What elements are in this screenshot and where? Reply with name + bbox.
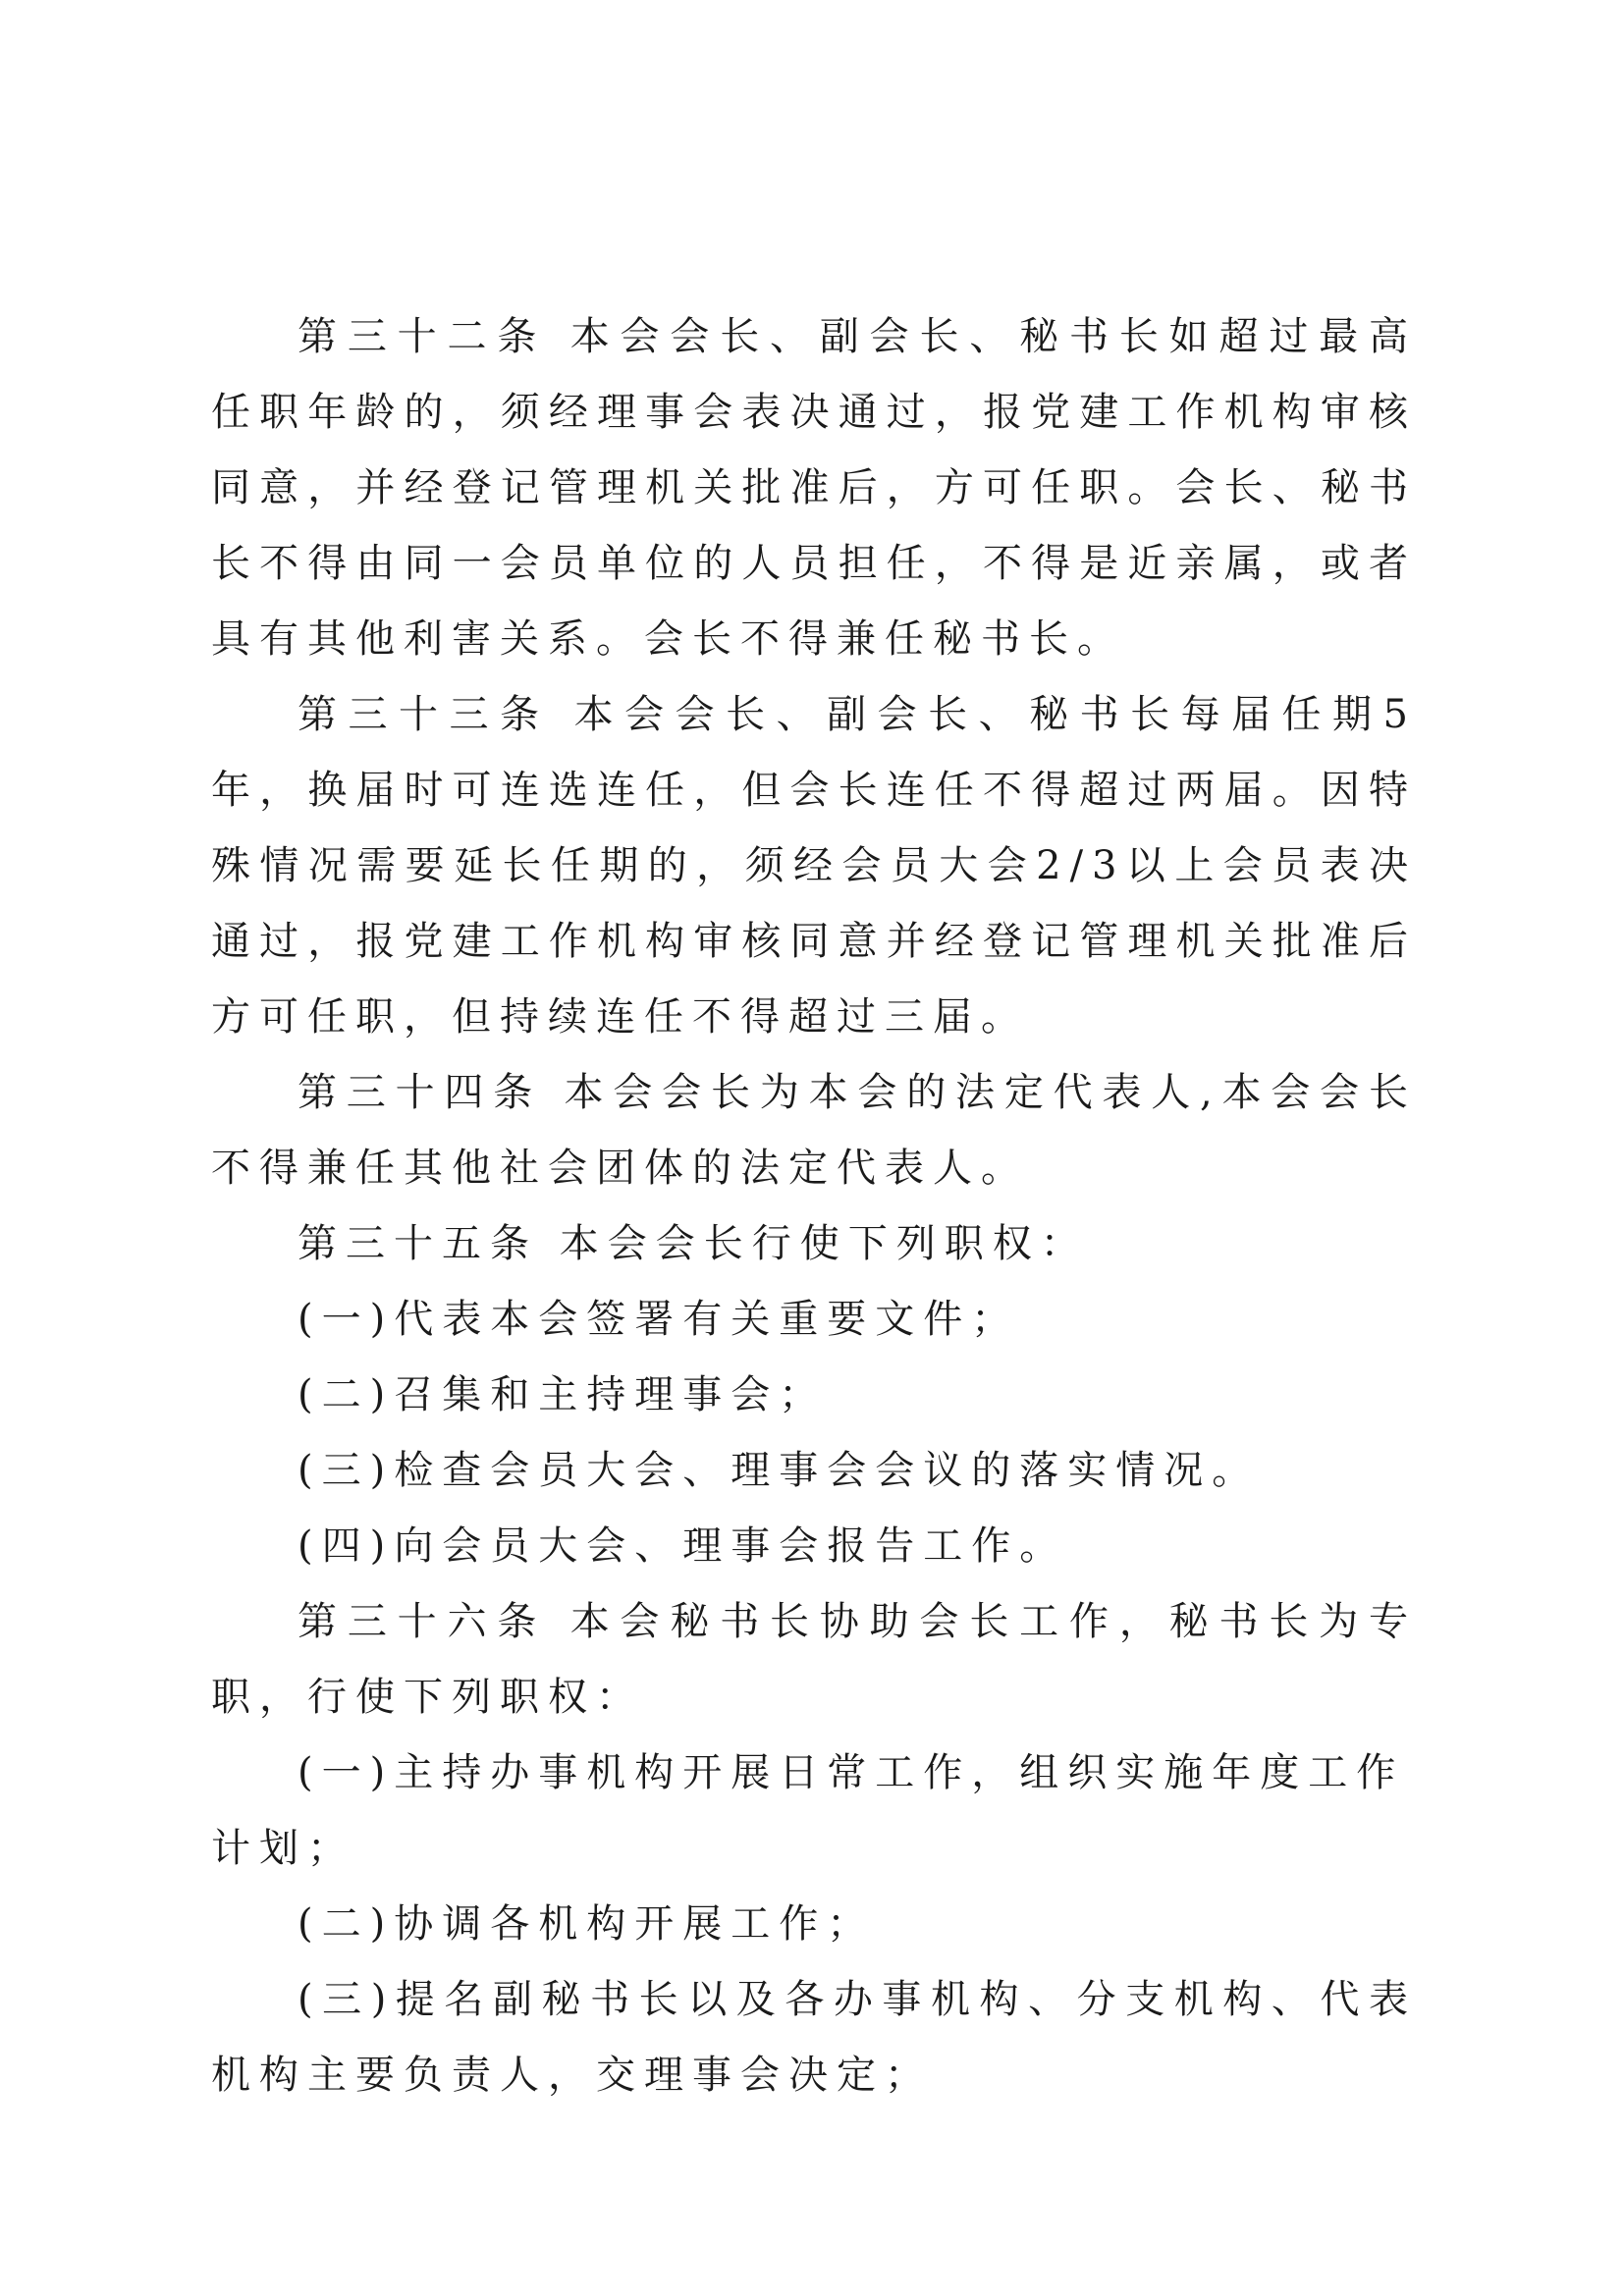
article-34-paragraph: 第三十四条 本会会长为本会的法定代表人,本会会长不得兼任其他社会团体的法定代表人。	[211, 1070, 1417, 1191]
document-body	[211, 299, 1417, 2113]
article-36-paragraph: 第三十六条 本会秘书长协助会长工作，秘书长为专职，行使下列职权：	[211, 1599, 1417, 1720]
article-36-item-1: (一)主持办事机构开展日常工作，组织实施年度工作计划；	[211, 1750, 1405, 1871]
article-35-paragraph: 第三十五条 本会会长行使下列职权：	[298, 1221, 1089, 1266]
article-35-item-3: (三)检查会员大会、理事会会议的落实情况。	[298, 1448, 1261, 1493]
article-36-item-3: (三)提名副秘书长以及各办事机构、分支机构、代表机构主要负责人，交理事会决定；	[211, 1977, 1417, 2098]
article-35-item-4: (四)向会员大会、理事会报告工作。	[298, 1523, 1068, 1569]
article-33-paragraph: 第三十三条 本会会长、副会长、秘书长每届任期5年，换届时可连选连任，但会长连任不得超过两届。因特殊情况需要延长任期的，须经会员大会2/3以上会员表决通过，报党建工作机构审核同意并经登记管理机关批准后方可任职，但持续连任不得超过三届。	[211, 692, 1417, 1040]
article-32-paragraph: 第三十二条 本会会长、副会长、秘书长如超过最高任职年龄的，须经理事会表决通过，报党建工作机构审核同意，并经登记管理机关批准后，方可任职。会长、秘书长不得由同一会员单位的人员担任，不得是近亲属，或者具有其他利害关系。会长不得兼任秘书长。	[211, 314, 1417, 662]
article-36-item-2: (二)协调各机构开展工作；	[298, 1901, 876, 1947]
article-35-item-2: (二)召集和主持理事会；	[298, 1372, 828, 1417]
article-35-item-1: (一)代表本会签署有关重要文件；	[298, 1297, 1020, 1342]
